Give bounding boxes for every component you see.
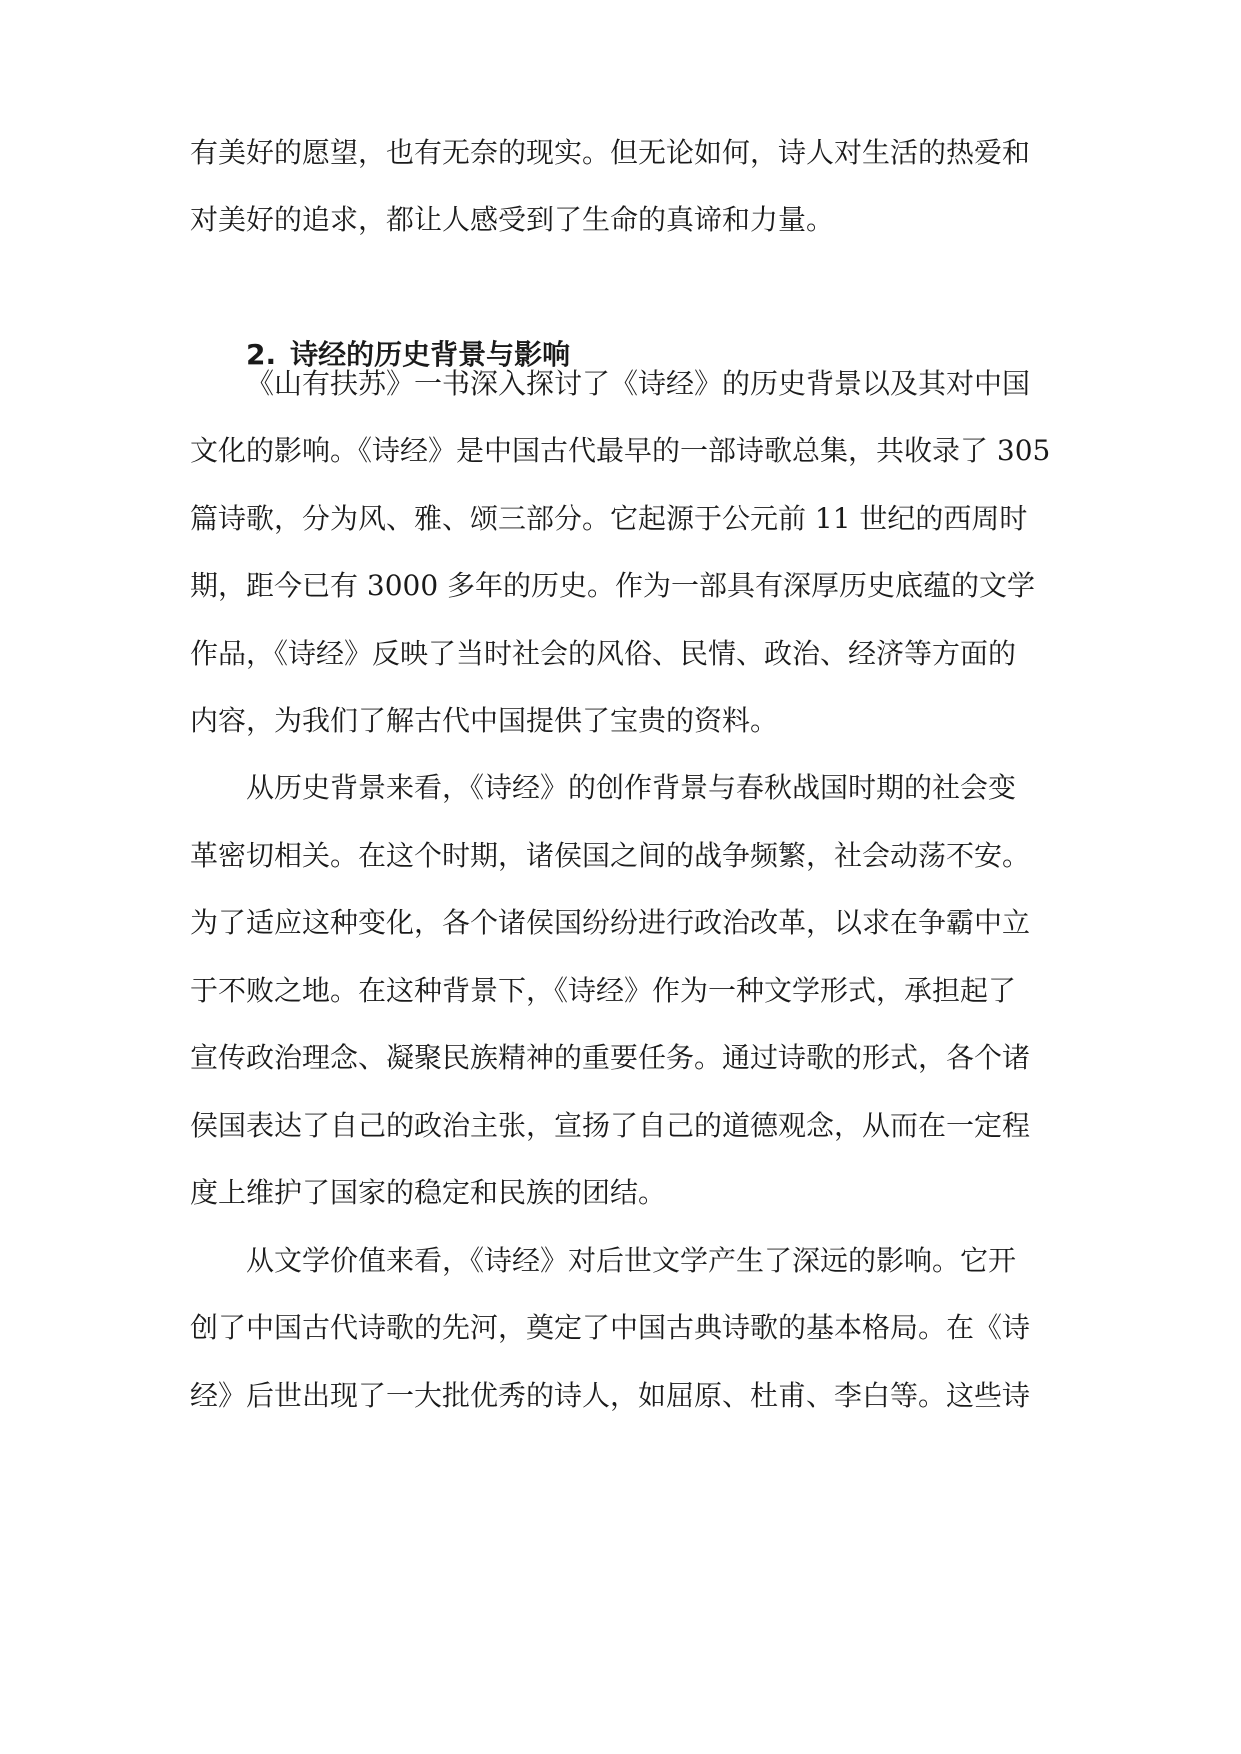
text-line: 内容，为我们了解古代中国提供了宝贵的资料。 xyxy=(190,704,779,737)
text-line: 度上维护了国家的稳定和民族的团结。 xyxy=(190,1176,667,1209)
text-line: 为了适应这种变化，各个诸侯国纷纷进行政治改革，以求在争霸中立 xyxy=(190,906,1031,939)
text-line: 革密切相关。在这个时期，诸侯国之间的战争频繁，社会动荡不安。 xyxy=(190,839,1031,872)
text-line: 期，距今已有 3000 多年的历史。作为一部具有深厚历史底蕴的文学 xyxy=(190,569,1036,602)
text-line: 对美好的追求，都让人感受到了生命的真谛和力量。 xyxy=(190,203,835,236)
text-line: 篇诗歌，分为风、雅、颂三部分。它起源于公元前 11 世纪的西周时 xyxy=(190,502,1028,535)
text-line: 文化的影响。《诗经》是中国古代最早的一部诗歌总集，共收录了 305 xyxy=(190,434,1051,467)
text-line: 《山有扶苏》一书深入探讨了《诗经》的历史背景以及其对中国 xyxy=(246,367,1031,400)
text-line: 经》后世出现了一大批优秀的诗人，如屈原、杜甫、李白等。这些诗 xyxy=(190,1379,1031,1412)
text-line: 创了中国古代诗歌的先河，奠定了中国古典诗歌的基本格局。在《诗 xyxy=(190,1311,1031,1344)
text-line: 侯国表达了自己的政治主张，宣扬了自己的道德观念，从而在一定程 xyxy=(190,1109,1031,1142)
text-line: 有美好的愿望，也有无奈的现实。但无论如何，诗人对生活的热爱和 xyxy=(190,136,1031,169)
text-line: 宣传政治理念、凝聚民族精神的重要任务。通过诗歌的形式，各个诸 xyxy=(190,1041,1031,1074)
text-line: 从文学价值来看，《诗经》对后世文学产生了深远的影响。它开 xyxy=(246,1244,1017,1277)
section-title: 诗经的历史背景与影响 xyxy=(290,338,571,371)
text-line: 于不败之地。在这种背景下，《诗经》作为一种文学形式，承担起了 xyxy=(190,974,1017,1007)
section-number: 2. xyxy=(246,338,277,371)
text-line: 从历史背景来看，《诗经》的创作背景与春秋战国时期的社会变 xyxy=(246,771,1017,804)
text-line: 作品，《诗经》反映了当时社会的风俗、民情、政治、经济等方面的 xyxy=(190,637,1017,670)
